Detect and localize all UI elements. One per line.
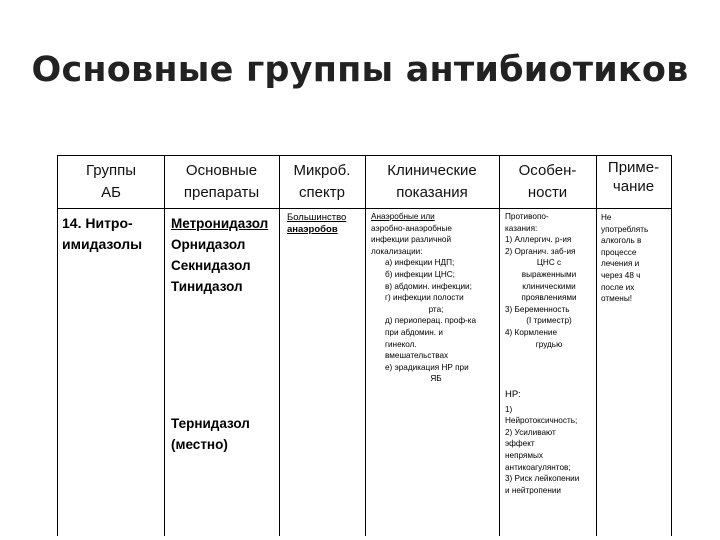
header-spectrum: Микроб. спектр [293, 162, 351, 201]
antibiotics-table [57, 155, 672, 536]
header-features: Особен- ности [518, 162, 577, 201]
cell-drugs-local: Тернидазол (местно) [171, 416, 250, 452]
cell-side-effects: НР: 1) Нейротоксичность; 2) Усиливают эффект непрямых антикоагулянтов; 3) Риск лейкопении и нейтропении [505, 389, 580, 495]
cell-indications: Анаэробные или аэробно-анаэробные инфекции различной локализации: а) инфекции НДП; б) инфекции ЦНС; в) абдомин. инфекции; г) инфекции полости рта; д) периоперац. проф-ка при абдомин. и гинекол. вмешательствах е) эрадикация НР при ЯБ [371, 212, 477, 384]
cell-drugs-main: Метронидазол Орнидазол Секнидазол Тинидазол [171, 216, 269, 294]
cell-contraindications: Противопо- казания: 1) Аллергич. р-ия 2) Органич. заб-ия ЦНС с выраженными клиническими проявлениями 3) Беременность (I триместр) 4) Кормление грудью [505, 212, 577, 349]
cell-group: 14. Нитро- имидазолы [62, 215, 143, 252]
column-divider [164, 156, 165, 536]
header-note: Приме- чание [607, 159, 660, 195]
header-groups: Группы АБ [86, 162, 136, 201]
cell-note: Не употреблять алкоголь в процессе лечения и через 48 ч после их отмены! [601, 213, 649, 304]
header-drugs: Основные препараты [183, 162, 260, 201]
column-divider [365, 156, 366, 536]
header-divider [58, 208, 671, 209]
column-divider [596, 156, 597, 536]
header-indications: Клинические показания [387, 162, 477, 201]
column-divider [279, 156, 280, 536]
page-title: Основные группы антибиотиков [31, 50, 689, 90]
cell-spectrum: Большинство анаэробов [287, 212, 347, 235]
